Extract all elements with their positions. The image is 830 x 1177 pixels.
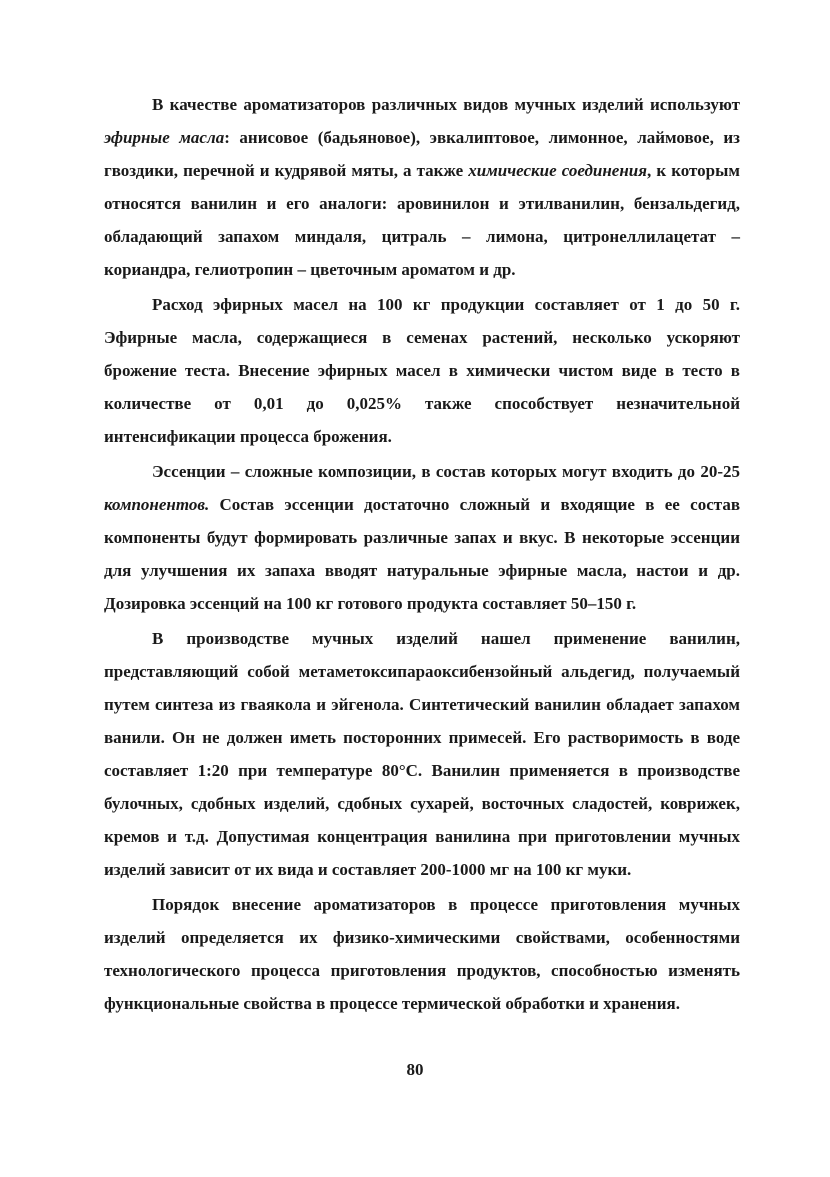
paragraph-flavorings — [104, 88, 740, 286]
paragraph-text: : анисовое (бадьяновое), эвкалиптовое, лимонное, лаймовое, из гвоздики, перечной и кудрявой мяты, а также — [104, 128, 740, 180]
paragraph-oil-consumption — [104, 288, 740, 453]
paragraph-text: В качестве ароматизаторов различных видов мучных изделий используют — [152, 95, 740, 114]
emphasis-components: компонентов. — [104, 495, 210, 514]
emphasis-chemical-compounds: химические соединения — [468, 161, 648, 180]
paragraph-text: , к которым относятся ванилин и его аналоги: аровинилон и этилванилин, бензальдегид, обладающий запахом миндаля, цитраль – лимона, цитронеллилацетат – кориандра, гелиотропин – цветочным ароматом и др. — [104, 161, 740, 279]
paragraph-vanillin — [104, 622, 740, 886]
emphasis-essential-oils: эфирные масла — [104, 128, 225, 147]
paragraph-essences — [104, 455, 740, 620]
page-number: 80 — [406, 1060, 424, 1079]
paragraph-text: Эссенции – сложные композиции, в состав которых могут входить до 20-25 — [152, 462, 740, 481]
body-text — [104, 88, 740, 1022]
paragraph-text: Порядок внесение ароматизаторов в процессе приготовления мучных изделий определяется их физико-химическими свойствами, особенностями технологического процесса приготовления продуктов, способностью изменять функциональные свойства в процессе термической обработки и хранения. — [104, 895, 740, 1013]
paragraph-text: В производстве мучных изделий нашел применение ванилин, представляющий собой метаметоксипараоксибензойный альдегид, получаемый путем синтеза из гваякола и эйгенола. Синтетический ванилин обладает запахом ванили. Он не должен иметь посторонних примесей. Его растворимость в воде составляет 1:20 при температуре 80°С. Ванилин применяется в производстве булочных, сдобных изделий, сдобных сухарей, восточных сладостей, коврижек, кремов и т.д. Допустимая концентрация ванилина при приготовлении мучных изделий зависит от их вида и составляет 200-1000 мг на 100 кг муки. — [104, 629, 740, 879]
paragraph-text: Расход эфирных масел на 100 кг продукции составляет от 1 до 50 г. Эфирные масла, содержащиеся в семенах растений, несколько ускоряют брожение теста. Внесение эфирных масел в химически чистом виде в тесто в количестве от 0,01 до 0,025% также способствует незначительной интенсификации процесса брожения. — [104, 295, 740, 446]
paragraph-order-of-addition — [104, 888, 740, 1020]
paragraph-text: Состав эссенции достаточно сложный и входящие в ее состав компоненты будут формировать различные запах и вкус. В некоторые эссенции для улучшения их запаха вводят натуральные эфирные масла, настои и др. Дозировка эссенций на 100 кг готового продукта составляет 50–150 г. — [104, 495, 740, 613]
